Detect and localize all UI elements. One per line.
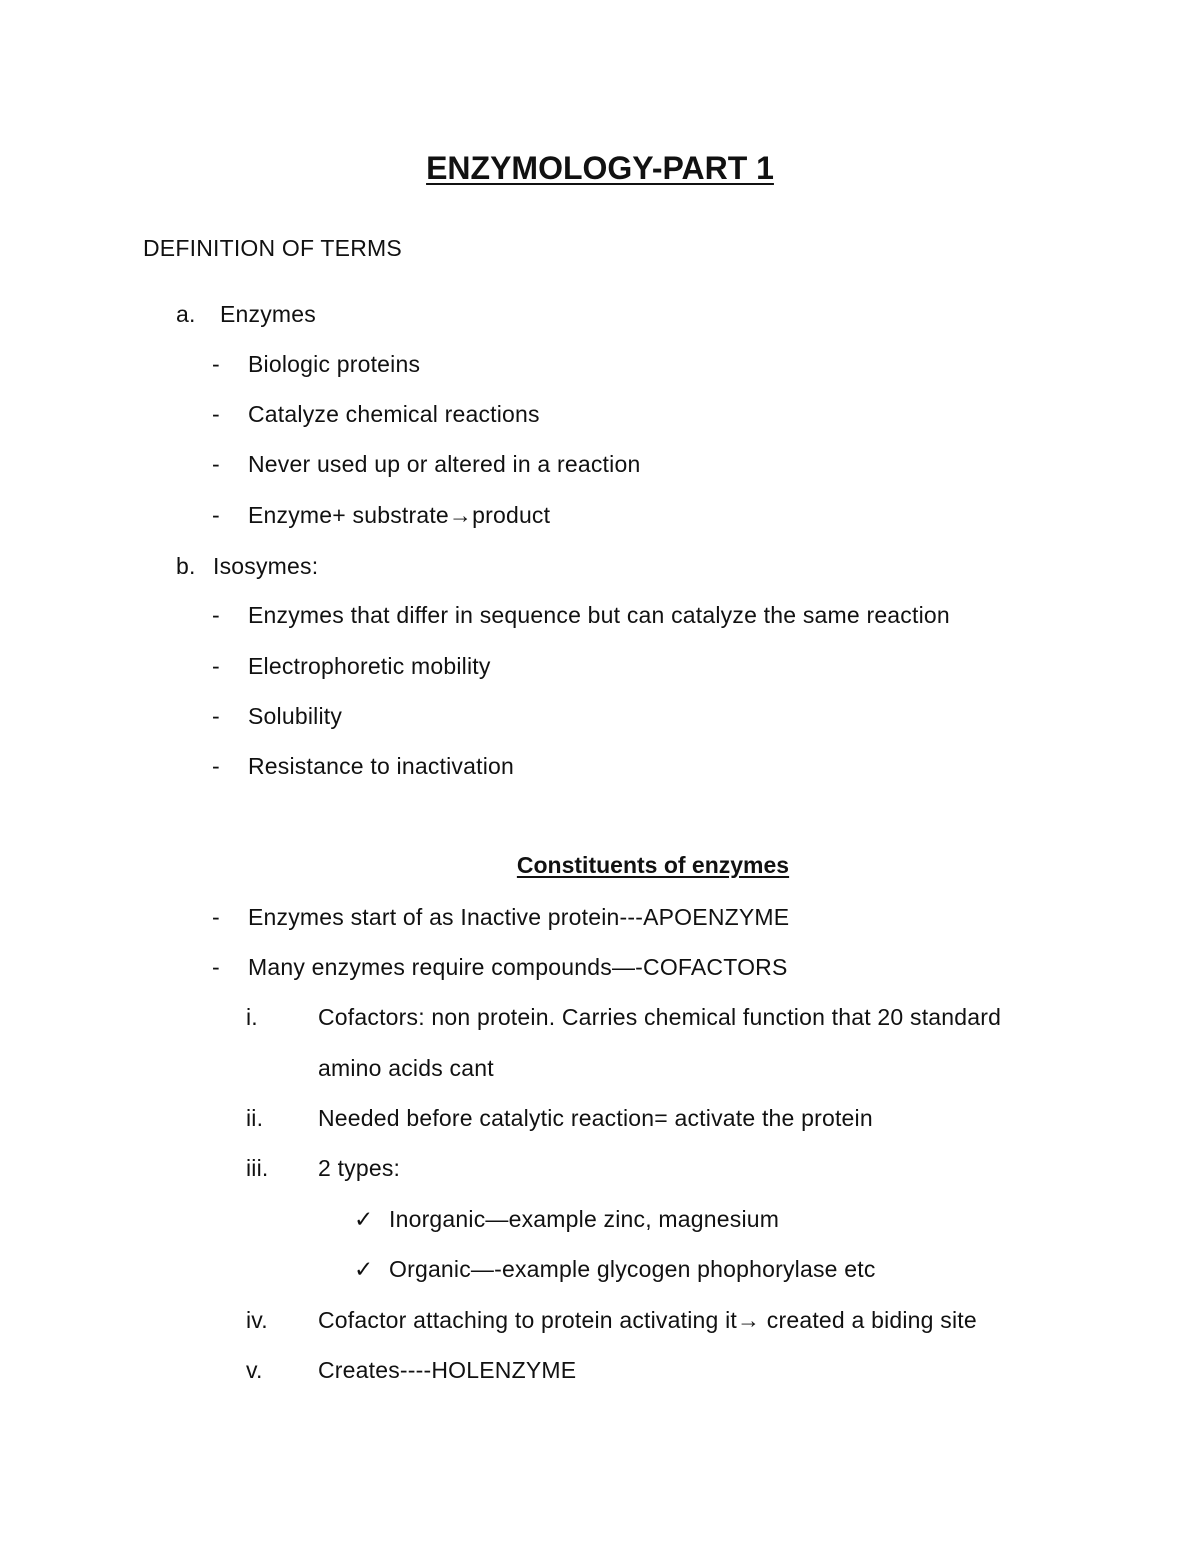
roman-item-text: 2 types: <box>318 1155 401 1181</box>
bullet-text: Catalyze chemical reactions <box>248 401 540 427</box>
constituents-heading: Constituents of enzymes <box>516 852 790 878</box>
bullet-text: Never used up or altered in a reaction <box>248 451 641 477</box>
bullet-text: Enzymes that differ in sequence but can catalyze the same reaction <box>248 602 950 628</box>
list-item-enzymes: Enzymes <box>220 301 316 327</box>
bullet-dash: - <box>212 703 220 729</box>
roman-marker: ii. <box>246 1105 264 1131</box>
bullet-dash: - <box>212 753 220 779</box>
bullet-dash: - <box>212 451 220 477</box>
roman-marker: iii. <box>246 1155 269 1181</box>
roman-marker: i. <box>246 1004 258 1030</box>
roman-item-text: Creates----HOLENZYME <box>318 1357 577 1383</box>
check-icon: ✓ <box>354 1256 374 1282</box>
roman-marker: iv. <box>246 1307 268 1333</box>
roman-marker: v. <box>246 1357 263 1383</box>
bullet-dash: - <box>212 904 220 930</box>
page-title: ENZYMOLOGY-PART 1 <box>426 150 774 186</box>
list-marker-a: a. <box>176 301 196 327</box>
roman-item-text: Cofactors: non protein. Carries chemical function that 20 standard <box>318 1004 1002 1030</box>
bullet-text: Many enzymes require compounds—-COFACTORS <box>248 954 788 980</box>
bullet-dash: - <box>212 653 220 679</box>
bullet-text: Biologic proteins <box>248 351 421 377</box>
bullet-dash: - <box>212 954 220 980</box>
section-heading: DEFINITION OF TERMS <box>143 235 402 261</box>
bullet-text: Enzyme+ substrate→product <box>248 502 551 528</box>
bullet-dash: - <box>212 502 220 528</box>
bullet-text: Electrophoretic mobility <box>248 653 491 679</box>
bullet-dash: - <box>212 602 220 628</box>
roman-item-text: Cofactor attaching to protein activating it→ created a biding site <box>318 1307 977 1333</box>
bullet-text: Resistance to inactivation <box>248 753 515 779</box>
bullet-text: Enzymes start of as Inactive protein---APOENZYME <box>248 904 790 930</box>
roman-item-continuation: amino acids cant <box>318 1055 494 1081</box>
list-marker-b: b. <box>176 553 196 579</box>
check-item-text: Inorganic—example zinc, magnesium <box>389 1206 780 1232</box>
roman-item-text: Needed before catalytic reaction= activate the protein <box>318 1105 873 1131</box>
list-item-isosymes: Isosymes: <box>213 553 319 579</box>
check-item-text: Organic—-example glycogen phophorylase etc <box>389 1256 876 1282</box>
bullet-dash: - <box>212 351 220 377</box>
bullet-text: Solubility <box>248 703 343 729</box>
check-icon: ✓ <box>354 1206 374 1232</box>
bullet-dash: - <box>212 401 220 427</box>
